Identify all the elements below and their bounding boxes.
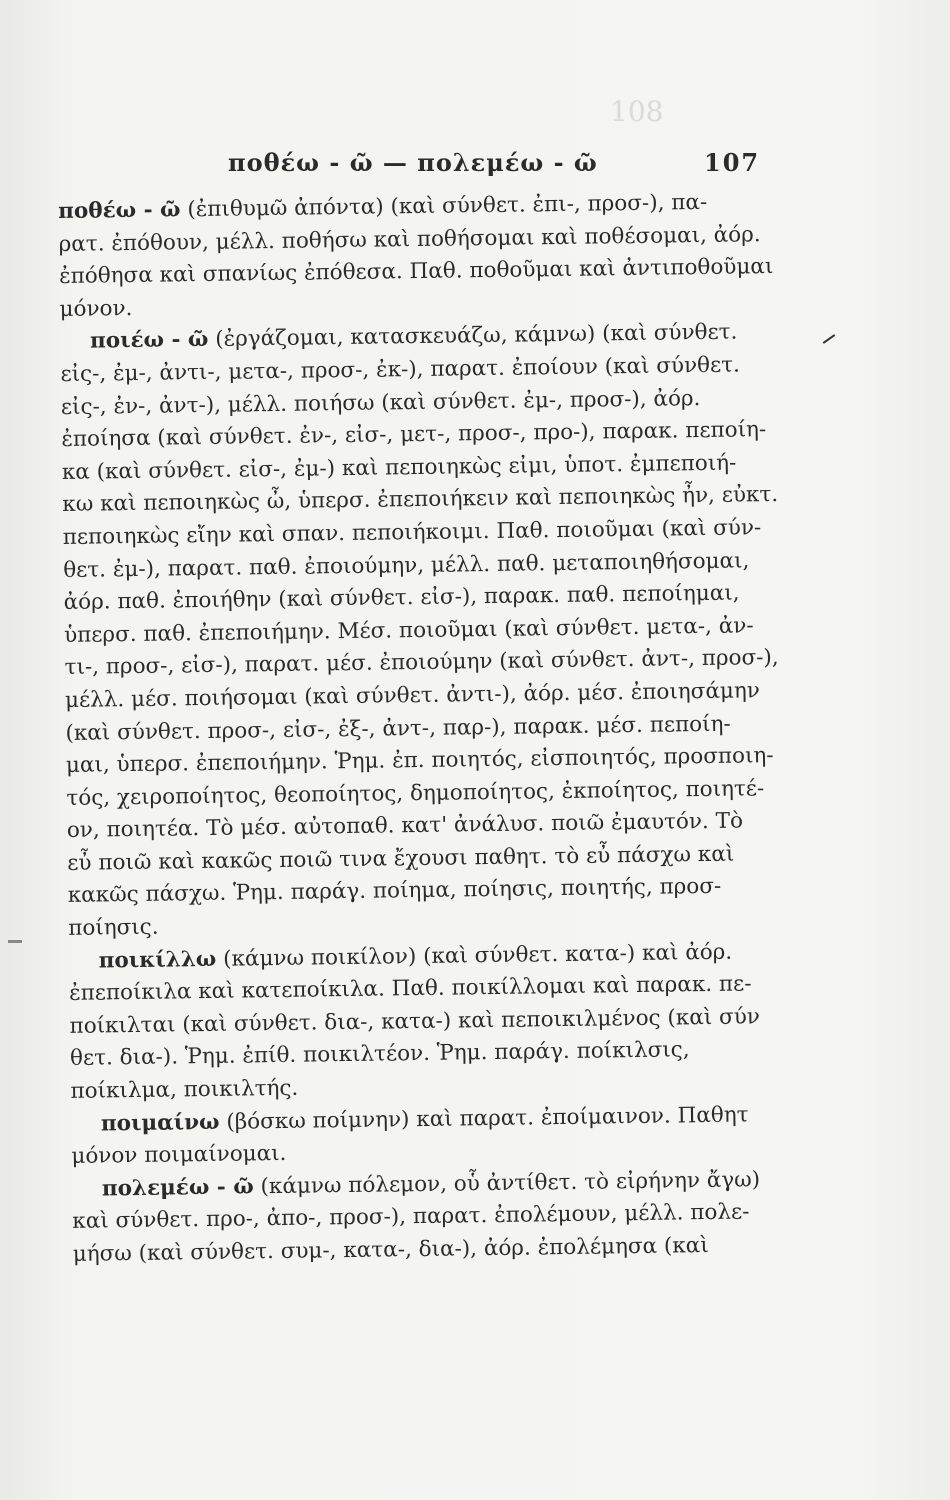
margin-mark <box>8 940 22 943</box>
entry-line: εἰς-, ἐν-, ἀντ-), μέλλ. ποιήσω (καὶ σύνθετ. ἐμ-, προσ-), ἀόρ. <box>60 385 701 420</box>
entry-line: ἐποίησα (καὶ σύνθετ. ἐν-, εἰσ-, μετ-, προσ-, προ-), παρακ. πεποίη- <box>61 417 767 453</box>
page-header <box>0 148 950 188</box>
entry-line: μόνον ποιμαίνομαι. <box>71 1141 287 1170</box>
entry-line: (καὶ σύνθετ. προσ-, εἰσ-, ἐξ-, ἀντ-, παρ-), παρακ. μέσ. πεποίη- <box>65 711 731 746</box>
entry-line: τι-, προσ-, εἰσ-), παρατ. μέσ. ἐποιούμην (καὶ σύνθετ. ἀντ-, προσ-), <box>64 645 779 681</box>
bleed-through-number: 108 <box>610 95 664 128</box>
entry-headword: πολεμέω - ῶ <box>101 1174 254 1202</box>
entry-text: (ἐπιθυμῶ ἀπόντα) (καὶ σύνθετ. ἐπι-, προσ-), πα- <box>187 189 708 223</box>
entry-line: τός, χειροποίητος, θεοποίητος, δημοποίητος, ἐκποίητος, ποιητέ- <box>66 775 765 811</box>
entry-headword: ποιμαίνω <box>100 1109 220 1137</box>
entry-line: καὶ σύνθετ. προ-, ἀπο-, προσ-), παρατ. ἐπολέμουν, μέλλ. πολε- <box>72 1199 750 1235</box>
entry-line: εὖ ποιῶ καὶ κακῶς ποιῶ τινα ἔχουσι παθητ. τὸ εὖ πάσχω καὶ <box>67 841 735 876</box>
page-number: 107 <box>704 148 761 177</box>
entry-line: μαι, ὑπερσ. ἐπεποιήμην. Ῥημ. ἐπ. ποιητός, εἰσποιητός, προσποιη- <box>65 743 774 779</box>
entry-text: (κάμνω πόλεμον, οὗ ἀντίθετ. τὸ εἰρήνην ἄγω) <box>260 1167 761 1200</box>
running-head: ποθέω - ῶ — πολεμέω - ῶ <box>228 148 598 177</box>
entry-line: ποίκιλμα, ποικιλτής. <box>70 1075 299 1104</box>
entry-line: μέλλ. μέσ. ποιήσομαι (καὶ σύνθετ. ἀντι-), ἀόρ. μέσ. ἐποιησάμην <box>64 678 760 713</box>
entry-line: ὑπερσ. παθ. ἐπεποιήμην. Μέσ. ποιοῦμαι (καὶ σύνθετ. μετα-, ἀν- <box>63 613 754 648</box>
entry-text: (κάμνω ποικίλον) (καὶ σύνθετ. κατα-) καὶ ἀόρ. <box>222 939 733 972</box>
entry-line: ἀόρ. παθ. ἐποιήθην (καὶ σύνθετ. εἰσ-), παρακ. παθ. πεποίημαι, <box>63 580 740 616</box>
entry-line: μήσω (καὶ σύνθετ. συμ-, κατα-, δια-), ἀόρ. ἐπολέμησα (καὶ <box>72 1233 709 1267</box>
entry-line: πεποιηκὼς εἴην καὶ σπαν. πεποιήκοιμι. Παθ. ποιοῦμαι (καὶ σύν- <box>62 515 762 550</box>
entry-line: κα (καὶ σύνθετ. εἰσ-, ἐμ-) καὶ πεποιηκὼς εἰμι, ὑποτ. ἐμπεποιή- <box>61 450 737 485</box>
entry-line: θετ. δια-). Ῥημ. ἐπίθ. ποικιλτέον. Ῥημ. παράγ. ποίκιλσις, <box>69 1037 690 1072</box>
entry-headword: ποικίλλω <box>98 946 217 974</box>
entry-line: ον, ποιητέα. Τὸ μέσ. αὐτοπαθ. κατ' ἀνάλυσ. ποιῶ ἐμαυτόν. Τὸ <box>66 808 744 844</box>
entry-line: εἰς-, ἐμ-, ἀντι-, μετα-, προσ-, ἐκ-), παρατ. ἐποίουν (καὶ σύνθετ. <box>60 352 741 387</box>
entry-headword: ποιέω - ῶ <box>89 327 209 354</box>
pencil-mark <box>823 334 836 344</box>
entry-line: ποίησις. <box>68 914 159 941</box>
entry-line: θετ. ἐμ-), παρατ. παθ. ἐποιούμην, μέλλ. παθ. μεταποιηθήσομαι, <box>63 547 750 583</box>
entry-line: ρατ. ἐπόθουν, μέλλ. ποθήσω καὶ ποθήσομαι καὶ ποθέσομαι, ἀόρ. <box>58 221 761 257</box>
entry-line: κω καὶ πεποιηκὼς ὦ, ὑπερσ. ἐπεποιήκειν καὶ πεποιηκὼς ἦν, εὐκτ. <box>62 482 779 518</box>
entry-line: μόνον. <box>59 295 133 322</box>
entry-headword: ποθέω - ῶ <box>58 197 181 224</box>
entry-line: κακῶς πάσχω. Ῥημ. παράγ. ποίημα, ποίησις, ποιητής, προσ- <box>67 874 722 909</box>
entry-text: (βόσκω ποίμνην) καὶ παρατ. ἐποίμαινον. Παθητ <box>226 1102 749 1135</box>
dictionary-text <box>58 186 813 1272</box>
entry-text: (ἐργάζομαι, κατασκευάζω, κάμνω) (καὶ σύνθετ. <box>215 319 738 353</box>
entry-line: ποίκιλται (καὶ σύνθετ. δια-, κατα-) καὶ πεποικιλμένος (καὶ σύν <box>69 1004 761 1039</box>
entry-line: ἐπόθησα καὶ σπανίως ἐπόθεσα. Παθ. ποθοῦμαι καὶ ἀντιποθοῦμαι <box>58 254 774 290</box>
entry-line: ἐπεποίκιλα καὶ κατεποίκιλα. Παθ. ποικίλλομαι καὶ παρακ. πε- <box>68 971 752 1007</box>
